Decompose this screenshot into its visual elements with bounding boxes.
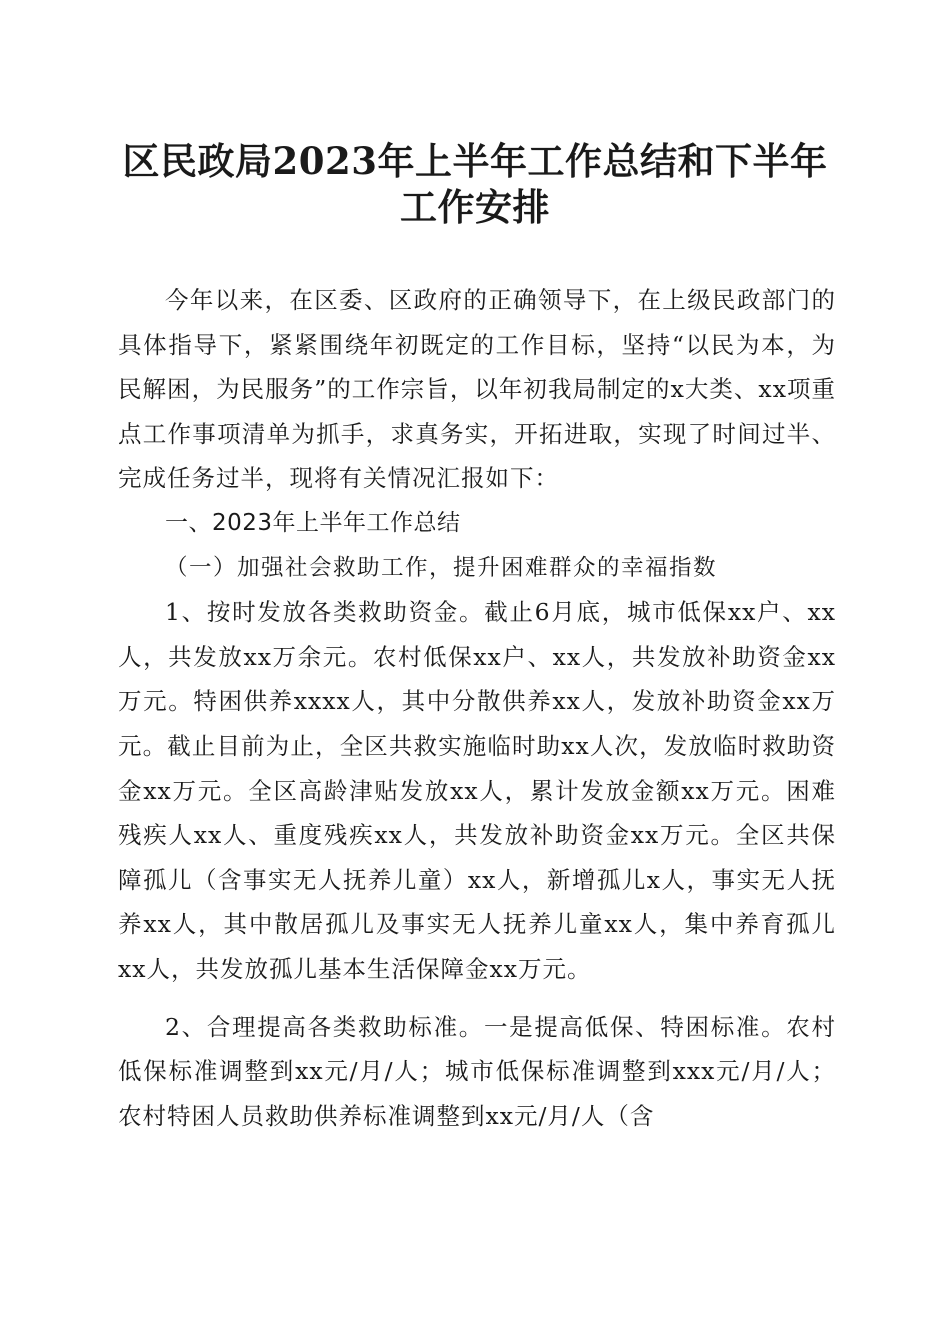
section-heading: 一、2023年上半年工作总结	[165, 509, 461, 536]
subsection-heading: （一）加强社会救助工作，提升困难群众的幸福指数	[165, 554, 718, 581]
item-1-paragraph: 1、按时发放各类救助资金。截止6月底，城市低保xx户、xx人，共发放xx万余元。农村低保xx户、xx人，共发放补助资金xx万元。特困供养xxxx人，其中分散供养xx人，发放补助资金xx万元。截止目前为止，全区共救实施临时助xx人次，发放临时救助资金xx万元。全区高龄津贴发放xx人，累计发放金额xx万元。困难残疾人xx人、重度残疾xx人，共发放补助资金xx万元。全区共保障孤儿（含事实无人抚养儿童）xx人，新增孤儿x人，事实无人抚养xx人，其中散居孤儿及事实无人抚养儿童xx人，集中养育孤儿xx人，共发放孤儿基本生活保障金xx万元。	[118, 598, 836, 983]
intro-paragraph: 今年以来，在区委、区政府的正确领导下，在上级民政部门的具体指导下，紧紧围绕年初既定的工作目标，坚持“以民为本，为民解困，为民服务”的工作宗旨，以年初我局制定的x大类、xx项重点工作事项清单为抓手，求真务实，开拓进取，实现了时间过半、完成任务过半，现将有关情况汇报如下：	[118, 286, 836, 493]
document-title: 区民政局2023年上半年工作总结和下半年工作安排	[122, 139, 828, 229]
document-body	[118, 278, 836, 1138]
item-2-paragraph: 2、合理提高各类救助标准。一是提高低保、特困标准。农村低保标准调整到xx元/月/人；城市低保标准调整到xxx元/月/人；农村特困人员救助供养标准调整到xx元/月/人（含	[118, 1012, 836, 1130]
